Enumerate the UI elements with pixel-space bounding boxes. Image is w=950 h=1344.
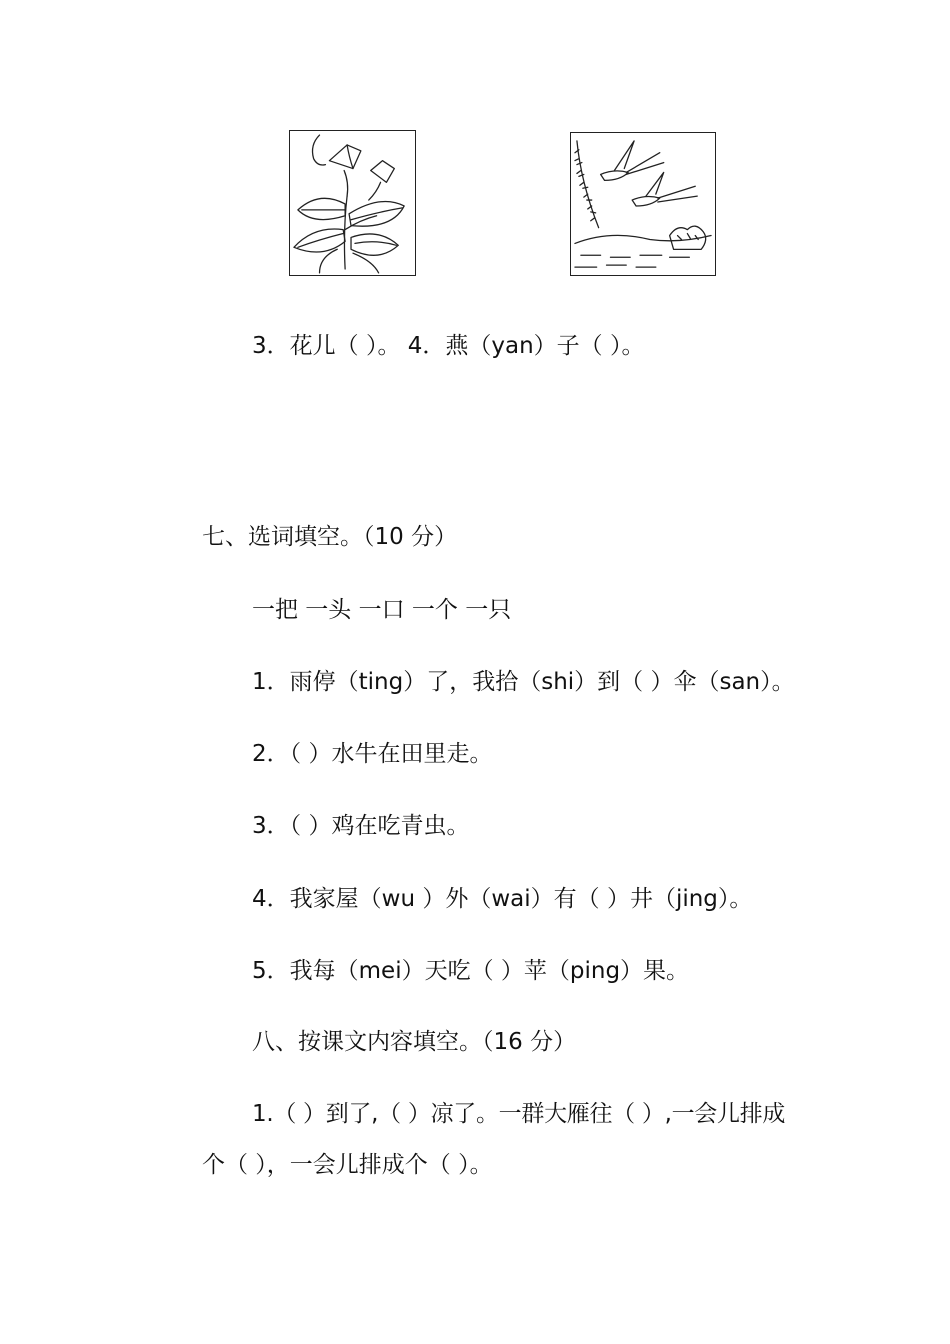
section7-item-3: 3．（ ）鸡在吃青虫。 bbox=[252, 813, 470, 839]
section7-word-bank: 一把 一头 一口 一个 一只 bbox=[252, 597, 512, 623]
section7-item-4: 4．我家屋（wu ）外（wai）有（ ）井（jing）。 bbox=[252, 886, 753, 912]
section8-item1-line1: 1.（ ）到了,（ ）凉了。一群大雁往（ ）,一会儿排成 bbox=[252, 1101, 786, 1127]
section7-item-5: 5．我每（mei）天吃（ ）苹（ping）果。 bbox=[252, 958, 690, 984]
section7-item-1: 1．雨停（ting）了，我拾（shi）到（ ）伞（san）。 bbox=[252, 669, 795, 695]
section6-items-3-4: 3．花儿（ ）。 4．燕（yan）子（ ）。 bbox=[252, 333, 645, 359]
section7-item-2: 2．（ ）水牛在田里走。 bbox=[252, 741, 493, 767]
section7-heading: 七、选词填空。（10 分） bbox=[202, 524, 458, 550]
section8-heading: 八、按课文内容填空。（16 分） bbox=[252, 1029, 577, 1055]
swallow-drawing bbox=[571, 133, 715, 275]
section8-item1-line2: 个（ ），一会儿排成个（ ）。 bbox=[202, 1152, 493, 1178]
flower-picture bbox=[289, 130, 416, 276]
swallow-picture bbox=[570, 132, 716, 276]
flower-drawing bbox=[290, 131, 415, 275]
